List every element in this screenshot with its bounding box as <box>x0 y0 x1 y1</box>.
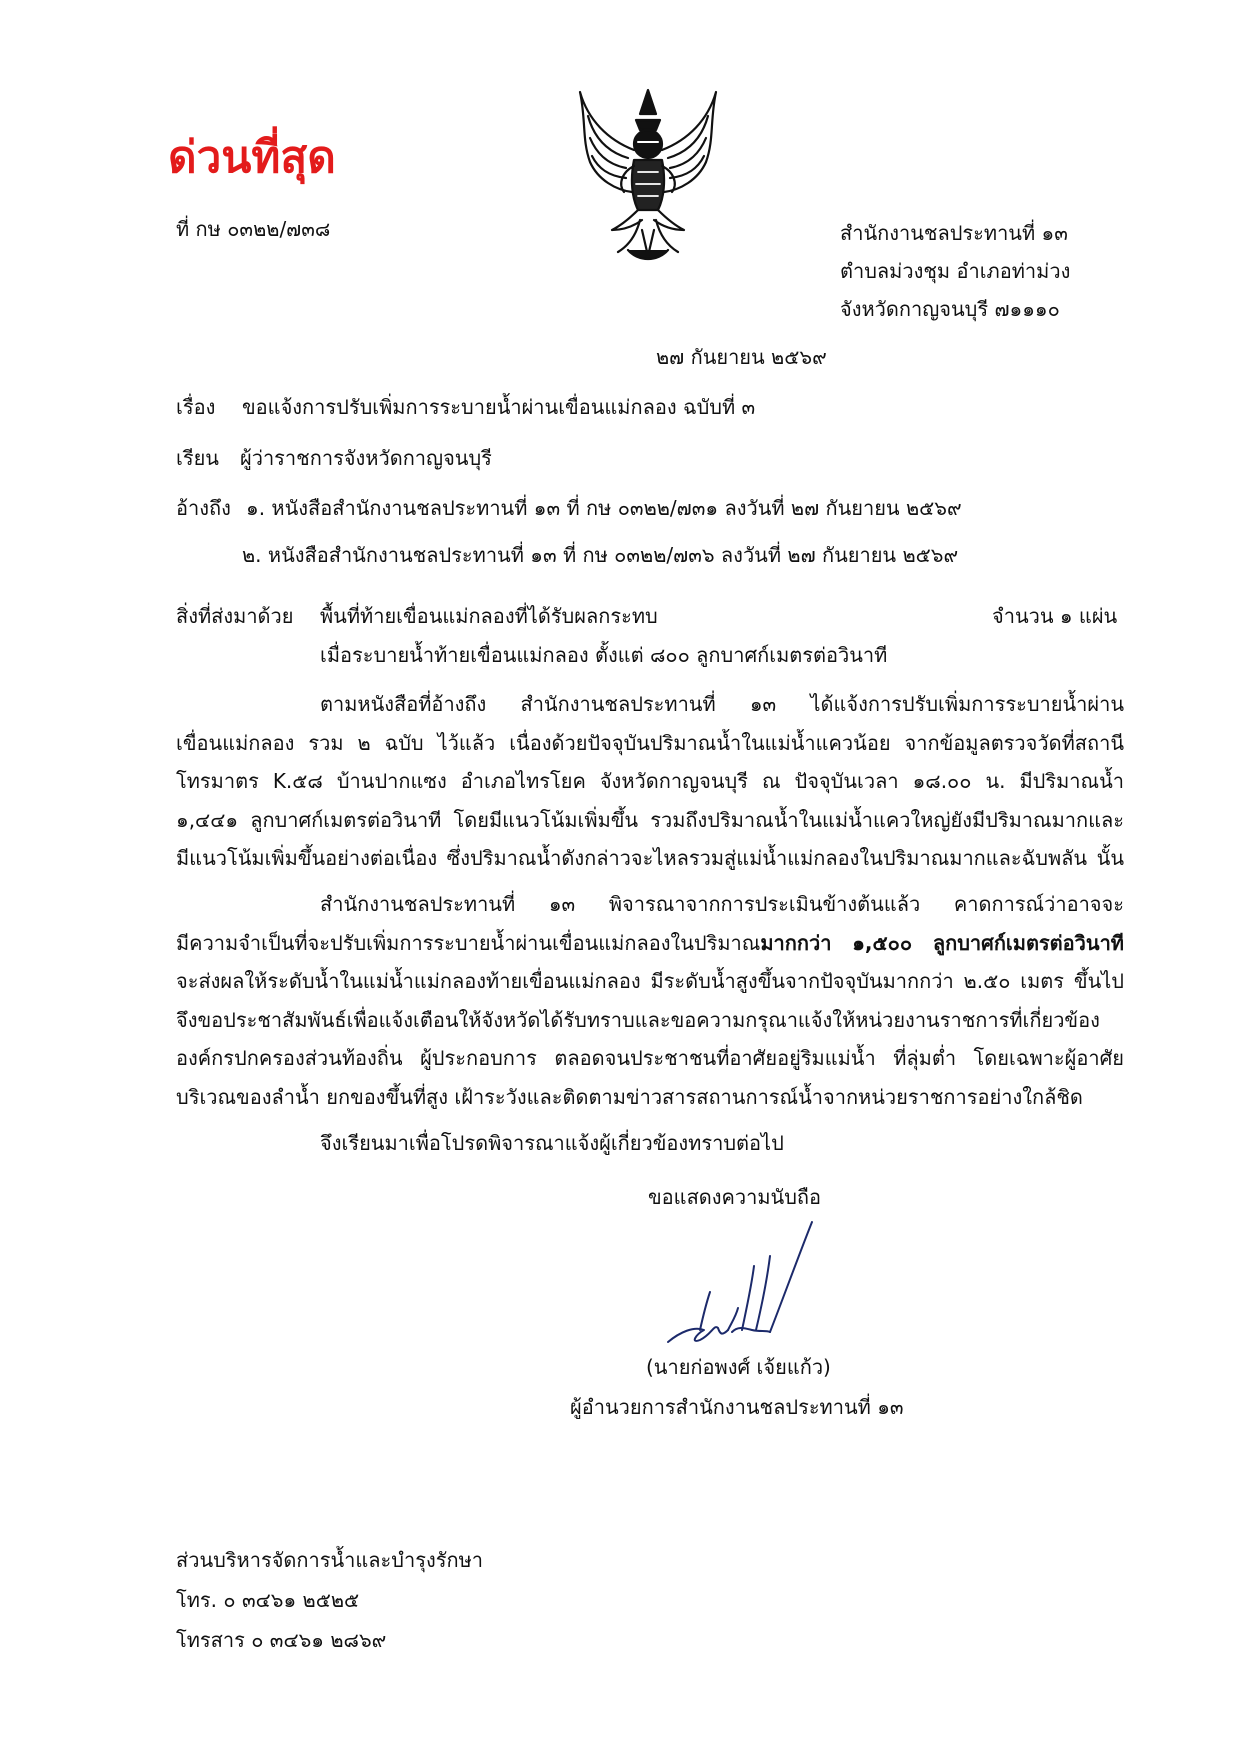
paragraph-line: ตามหนังสือที่อ้างถึง สำนักงานชลประทานที่ ๑๓ ได้แจ้งการปรับเพิ่มการระบายน้ำผ่าน <box>320 692 1124 716</box>
footer-office: ส่วนบริหารจัดการน้ำและบำรุงรักษา <box>176 1548 483 1572</box>
reference-line <box>176 493 962 523</box>
paragraph-line: มีแนวโน้มเพิ่มขึ้นอย่างต่อเนื่อง ซึ่งปริมาณน้ำดังกล่าวจะไหลรวมสู่แม่น้ำแม่กลองในปริมาณมากและฉับพลัน นั้น <box>176 846 1124 870</box>
body-paragraph-1 <box>176 685 1124 878</box>
discharge-emphasis: มากกว่า ๑,๕๐๐ ลูกบาศก์เมตรต่อวินาที <box>760 930 1124 955</box>
footer-contact <box>176 1540 483 1660</box>
subject-label: เรื่อง <box>176 395 216 419</box>
recipient-label: เรียน <box>176 446 219 470</box>
footer-phone: โทร. ๐ ๓๔๖๑ ๒๕๒๕ <box>176 1588 360 1612</box>
regards-line: ขอแสดงความนับถือ <box>648 1185 822 1209</box>
paragraph-line: จะส่งผลให้ระดับน้ำในแม่น้ำแม่กลองท้ายเขื่อนแม่กลอง มีระดับน้ำสูงขึ้นจากปัจจุบันมากกว่า ๒.๕๐ เมตร ขึ้นไป <box>176 969 1124 993</box>
enclosure-text-continued: เมื่อระบายน้ำท้ายเขื่อนแม่กลอง ตั้งแต่ ๘๐๐ ลูกบาศก์เมตรต่อวินาที <box>320 643 888 667</box>
paragraph-line: บริเวณของลำน้ำ ยกของขึ้นที่สูง เฝ้าระวังและติดตามข่าวสารสถานการณ์น้ำจากหน่วยราชการอย่างใกล้ชิด <box>176 1084 1083 1109</box>
recipient-line <box>176 443 492 473</box>
body-paragraph-2 <box>176 885 1124 1116</box>
signer-name: (นายก่อพงศ์ เจ้ยแก้ว) <box>646 1355 831 1379</box>
address-line: ตำบลม่วงชุม อำเภอท่าม่วง <box>840 259 1071 283</box>
document-number: ที่ กษ ๐๓๒๒/๗๓๘ <box>176 217 331 241</box>
reference-label: อ้างถึง <box>176 496 231 520</box>
enclosure-label: สิ่งที่ส่งมาด้วย <box>176 604 294 628</box>
paragraph-text: มีความจำเป็นที่จะปรับเพิ่มการระบายน้ำผ่านเขื่อนแม่กลองในปริมาณ <box>176 930 761 955</box>
urgency-label: ด่วนที่สุด <box>168 132 336 183</box>
paragraph-line: โทรมาตร K.๕๘ บ้านปากแซง อำเภอไทรโยค จังหวัดกาญจนบุรี ณ ปัจจุบันเวลา ๑๘.๐๐ น. มีปริมาณน้ำ <box>176 769 1124 793</box>
subject-text: ขอแจ้งการปรับเพิ่มการระบายน้ำผ่านเขื่อนแม่กลอง ฉบับที่ ๓ <box>242 395 756 419</box>
reference-item: ๑. หนังสือสำนักงานชลประทานที่ ๑๓ ที่ กษ ๐๓๒๒/๗๓๑ ลงวันที่ ๒๗ กันยายน ๒๕๖๙ <box>246 496 962 520</box>
footer-fax: โทรสาร ๐ ๓๔๖๑ ๒๘๖๙ <box>176 1628 387 1652</box>
enclosure-text: พื้นที่ท้ายเขื่อนแม่กลองที่ได้รับผลกระทบ <box>320 604 658 628</box>
paragraph-line <box>176 924 1124 963</box>
handwritten-signature-icon <box>660 1212 860 1362</box>
signer-position: ผู้อำนวยการสำนักงานชลประทานที่ ๑๓ <box>570 1395 904 1419</box>
garuda-emblem-icon <box>568 80 728 270</box>
recipient-text: ผู้ว่าราชการจังหวัดกาญจนบุรี <box>240 446 492 470</box>
enclosure-quantity: จำนวน ๑ แผ่น <box>992 604 1118 628</box>
paragraph-line: จึงขอประชาสัมพันธ์เพื่อแจ้งเตือนให้จังหวัดได้รับทราบและขอความกรุณาแจ้งให้หน่วยงานราชการที่เกี่ยวข้อง <box>176 1007 1100 1032</box>
sender-address <box>840 214 1070 328</box>
address-line: จังหวัดกาญจนบุรี ๗๑๑๑๐ <box>840 297 1060 321</box>
paragraph-line: องค์กรปกครองส่วนท้องถิ่น ผู้ประกอบการ ตลอดจนประชาชนที่อาศัยอยู่ริมแม่น้ำ ที่ลุ่มต่ำ โดยเฉพาะผู้อาศัย <box>176 1046 1124 1070</box>
enclosure-line <box>176 601 658 631</box>
address-line: สำนักงานชลประทานที่ ๑๓ <box>840 221 1068 245</box>
paragraph-line: ๑,๔๔๑ ลูกบาศก์เมตรต่อวินาที โดยมีแนวโน้มเพิ่มขึ้น รวมถึงปริมาณน้ำในแม่น้ำแควใหญ่ยังมีปริมาณมากและ <box>176 807 1124 832</box>
letter-date: ๒๗ กันยายน ๒๕๖๙ <box>656 345 827 369</box>
subject-line <box>176 392 755 422</box>
reference-item: ๒. หนังสือสำนักงานชลประทานที่ ๑๓ ที่ กษ ๐๓๒๒/๗๓๖ ลงวันที่ ๒๗ กันยายน ๒๕๖๙ <box>242 543 959 567</box>
paragraph-line: เขื่อนแม่กลอง รวม ๒ ฉบับ ไว้แล้ว เนื่องด้วยปัจจุบันปริมาณน้ำในแม่น้ำแควน้อย จากข้อมูลตรวจวัดที่สถานี <box>176 730 1124 755</box>
closing-statement: จึงเรียนมาเพื่อโปรดพิจารณาแจ้งผู้เกี่ยวข้องทราบต่อไป <box>320 1131 784 1155</box>
paragraph-line: สำนักงานชลประทานที่ ๑๓ พิจารณาจากการประเมินข้างต้นแล้ว คาดการณ์ว่าอาจจะ <box>320 892 1124 916</box>
